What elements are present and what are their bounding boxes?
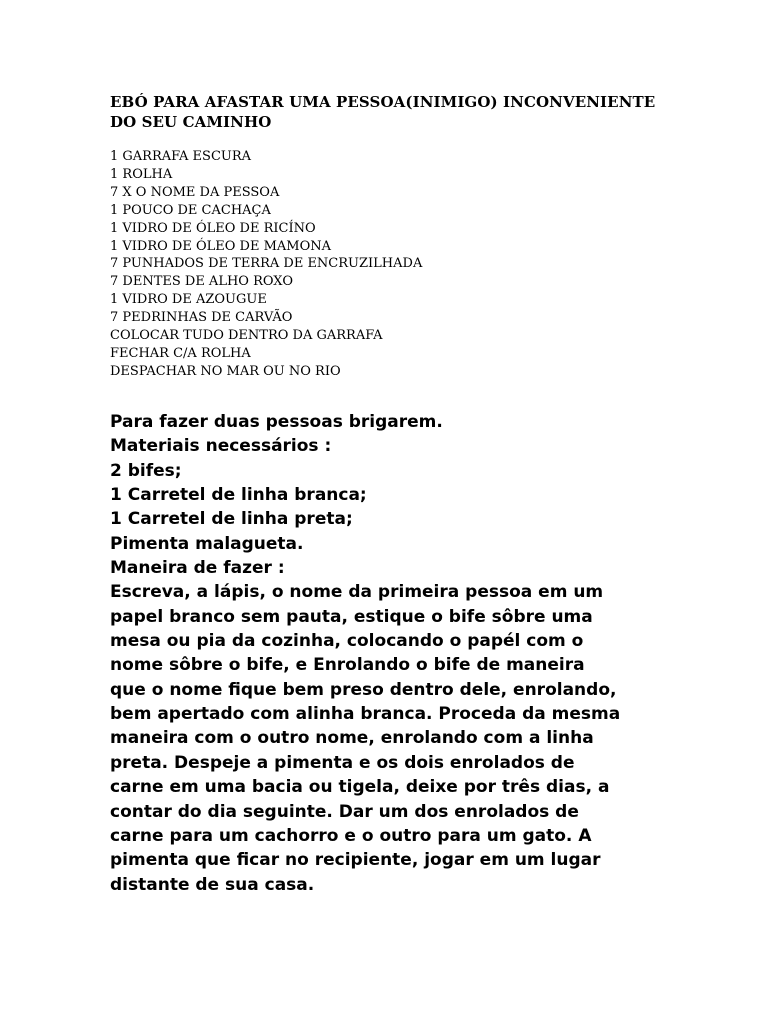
method-text-line: contar do dia seguinte. Dar um dos enrolados de [110,801,579,822]
recipe-ebo-line: 1 ROLHA [110,166,173,182]
method-heading: Maneira de fazer : [110,558,285,579]
recipe-ebo-line: COLOCAR TUDO DENTRO DA GARRAFA [110,328,383,344]
recipe-ebo-line: 1 VIDRO DE AZOUGUE [110,292,267,308]
recipe-ebo-line: FECHAR C/A ROLHA [110,345,251,361]
recipe-ebo-line: 1 POUCO DE CACHAÇA [110,202,271,218]
method-text-line: preta. Despeje a pimenta e os dois enrolados de [110,752,575,773]
recipe-ebo-line: 1 VIDRO DE ÓLEO DE RICÍNO [110,220,316,236]
method-text-line: carne em uma bacia ou tigela, deixe por três dias, a [110,777,610,798]
material-item: 1 Carretel de linha preta; [110,509,353,530]
recipe-ebo-line: DESPACHAR NO MAR OU NO RIO [110,363,341,379]
recipe-ebo-line: 7 X O NOME DA PESSOA [110,184,280,200]
recipe-ebo-line: 1 GARRAFA ESCURA [110,149,252,164]
method-text-line: pimenta que ficar no recipiente, jogar em um lugar [110,850,601,871]
method-text-line: mesa ou pia da cozinha, colocando o papél com o [110,631,584,652]
recipe-ebo-list [110,148,670,381]
method-text-line: carne para um cachorro e o outro para um gato. A [110,825,592,846]
recipe-ebo-section [110,92,670,381]
material-item: 1 Carretel de linha branca; [110,485,367,506]
method-text-line: nome sôbre o bife, e Enrolando o bife de maneira [110,655,585,676]
recipe-ebo-line: 1 VIDRO DE ÓLEO DE MAMONA [110,238,332,254]
recipe-ebo-title: EBÓ PARA AFASTAR UMA PESSOA(INIMIGO) INCONVENIENTE DO SEU CAMINHO [110,93,656,131]
method-text-line: bem apertado com alinha branca. Proceda da mesma [110,704,621,725]
method-text-line: que o nome fique bem preso dentro dele, enrolando, [110,679,617,700]
method-text-line: papel branco sem pauta, estique o bife sôbre uma [110,606,593,627]
method-text-line: Escreva, a lápis, o nome da primeira pessoa em um [110,582,604,603]
recipe-ebo-line: 7 PEDRINHAS DE CARVÃO [110,310,293,326]
recipe-brigarem-section [110,410,670,897]
recipe-ebo-line: 7 PUNHADOS DE TERRA DE ENCRUZILHADA [110,256,423,272]
method-text-line: distante de sua casa. [110,874,315,895]
recipe-ebo-line: 7 DENTES DE ALHO ROXO [110,274,293,290]
material-item: 2 bifes; [110,460,182,481]
material-item: Pimenta malagueta. [110,533,304,554]
materials-heading: Materiais necessários : [110,436,332,457]
recipe-brigarem-title: Para fazer duas pessoas brigarem. [110,412,443,432]
method-text-line: maneira com o outro nome, enrolando com a linha [110,728,594,749]
